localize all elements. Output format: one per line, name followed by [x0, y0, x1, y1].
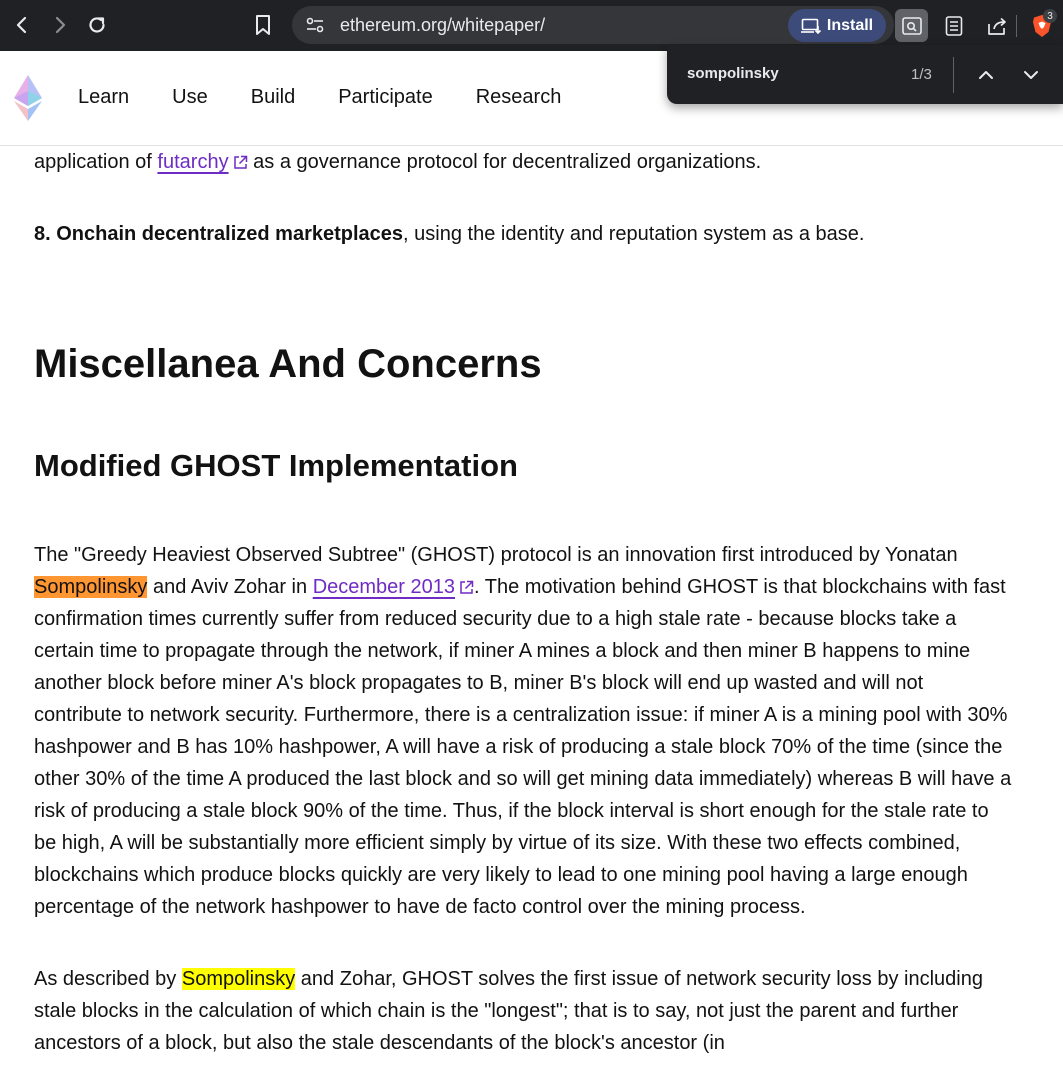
- find-divider: [953, 57, 954, 93]
- bookmark-icon: [253, 14, 273, 36]
- find-input[interactable]: sompolinsky: [687, 65, 779, 82]
- reader-mode-button[interactable]: [941, 13, 967, 39]
- share-button[interactable]: [984, 13, 1010, 39]
- nav-participate[interactable]: Participate: [338, 86, 433, 108]
- forward-button[interactable]: [46, 11, 74, 39]
- nav-learn[interactable]: Learn: [78, 86, 130, 108]
- find-previous-button[interactable]: [973, 62, 999, 88]
- site-settings-icon[interactable]: [306, 17, 324, 33]
- find-in-page-button[interactable]: [895, 9, 928, 42]
- forward-arrow-icon: [50, 15, 70, 35]
- install-icon: [801, 18, 821, 34]
- text-span: as a governance protocol for decentralized organizations.: [247, 151, 762, 173]
- main-nav: [78, 86, 604, 109]
- find-next-button[interactable]: [1018, 62, 1044, 88]
- article-content: [34, 146, 1014, 1059]
- reload-button[interactable]: [83, 11, 111, 39]
- text-span: . The motivation behind GHOST is that blockchains with fast confirmation times currently suffer from reduced security due to a high stale rate - because blocks take a certain time to propagate through the network, if miner A mines a block and then miner B happens to mine another block before miner A's block propagates to B, miner B's block will end up wasted and will not contribute to network security. Furthermore, there is a centralization issue: if miner A is a mining pool with 30% hashpower and B has 10% hashpower, A will have a risk of producing a stale block 70% of the time (since the other 30% of the time A produced the last block and so will get mining data immediately) whereas B will have a risk of producing a stale block 90% of the time. Thus, if the block interval is short enough for the stale rate to be high, A will be substantially more efficient simply by virtue of its size. With these two effects combined, blockchains which produce blocks quickly are very likely to lead to one mining pool having a large enough percentage of the network hashpower to have de facto control over the mining process.: [34, 576, 1012, 918]
- bold-text: 8. Onchain decentralized marketplaces: [34, 223, 404, 245]
- ethereum-diamond-icon: [14, 75, 42, 121]
- text-span: , using the identity and reputation system as a base.: [403, 223, 865, 245]
- external-link-icon: [459, 580, 474, 595]
- reader-mode-icon: [945, 16, 963, 36]
- search-match-current: Sompolinsky: [34, 576, 148, 598]
- text-span: The "Greedy Heaviest Observed Subtree" (GHOST) protocol is an innovation first introduced by Yonatan: [34, 544, 958, 566]
- find-match-count: 1/3: [911, 66, 932, 83]
- text-span: application of: [34, 151, 158, 173]
- search-match: Sompolinsky: [181, 968, 296, 990]
- heading-ghost: Modified GHOST Implementation: [34, 448, 518, 483]
- nav-use[interactable]: Use: [172, 86, 208, 108]
- text-span: and Aviv Zohar in: [147, 576, 313, 598]
- shields-count-badge: 3: [1043, 9, 1057, 23]
- ethereum-logo[interactable]: [14, 75, 42, 126]
- chevron-up-icon: [978, 70, 994, 80]
- chevron-down-icon: [1023, 70, 1039, 80]
- url-text: ethereum.org/whitepaper/: [340, 15, 546, 35]
- nav-research[interactable]: Research: [475, 86, 562, 108]
- reload-icon: [86, 14, 108, 36]
- text-span: As described by: [34, 968, 182, 990]
- futarchy-link[interactable]: [157, 151, 228, 173]
- paragraph-ghost-intro: [34, 539, 1014, 923]
- nav-build[interactable]: Build: [250, 86, 296, 108]
- toolbar-divider: [1016, 15, 1017, 37]
- paragraph-marketplaces: [34, 218, 1014, 250]
- text-span: and Zohar, GHOST solves the first issue of network security loss by including stale blocks in the calculation of which chain is the "longest"; that is to say, not just the parent and further ancestors of a block, but also the stale descendants of the block's ancestor (in: [34, 968, 983, 1054]
- link-text: futarchy: [157, 151, 229, 173]
- back-button[interactable]: [8, 11, 36, 39]
- install-app-button[interactable]: [788, 9, 886, 42]
- bookmark-button[interactable]: [249, 11, 277, 39]
- december-2013-link[interactable]: [313, 576, 455, 598]
- heading-miscellanea: Miscellanea And Concerns: [34, 342, 542, 386]
- install-label: Install: [826, 16, 874, 34]
- external-link-icon: [233, 155, 248, 170]
- back-arrow-icon: [12, 15, 32, 35]
- share-icon: [986, 16, 1008, 36]
- find-bar: [667, 45, 1063, 104]
- link-text: December 2013: [312, 576, 455, 598]
- paragraph-futarchy: [34, 146, 1014, 178]
- browser-toolbar: [0, 0, 1063, 51]
- paragraph-ghost-solution: [34, 963, 1014, 1059]
- find-in-page-icon: [902, 17, 922, 35]
